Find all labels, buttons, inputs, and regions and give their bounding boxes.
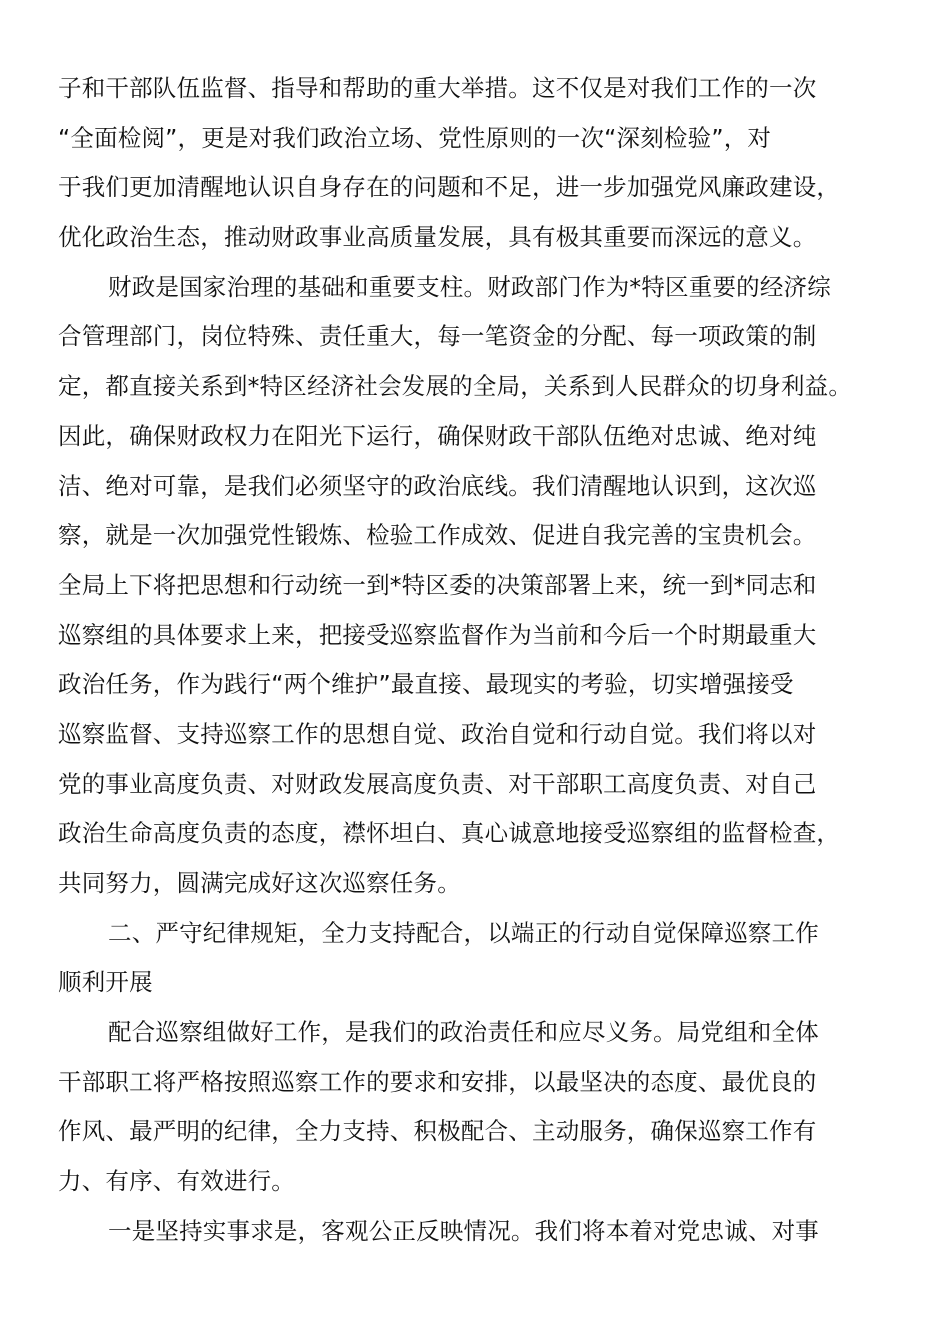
text-line: 洁、绝对可靠，是我们必须坚守的政治底线。我们清醒地认识到，这次巡 <box>58 471 817 500</box>
heading-line: 二、严守纪律规矩，全力支持配合，以端正的行动自觉保障巡察工作 <box>108 918 819 947</box>
text-line: 作风、最严明的纪律，全力支持、积极配合、主动服务，确保巡察工作有 <box>58 1117 817 1146</box>
paragraph-1 <box>58 64 888 263</box>
text-line: 巡察监督、支持巡察工作的思想自觉、政治自觉和行动自觉。我们将以对 <box>58 719 817 748</box>
text-line: 于我们更加清醒地认识自身存在的问题和不足，进一步加强党风廉政建设， <box>58 173 841 202</box>
text-line: 党的事业高度负责、对财政发展高度负责、对干部职工高度负责、对自己 <box>58 769 817 798</box>
text-line: 察，就是一次加强党性锻炼、检验工作成效、促进自我完善的宝贵机会。 <box>58 521 817 550</box>
text-line: 因此，确保财政权力在阳光下运行，确保财政干部队伍绝对忠诚、绝对纯 <box>58 421 817 450</box>
text-line: 配合巡察组做好工作，是我们的政治责任和应尽义务。局党组和全体 <box>108 1018 819 1047</box>
text-line: 定，都直接关系到*特区经济社会发展的全局，关系到人民群众的切身利益。 <box>58 372 853 401</box>
text-line: 政治生命高度负责的态度，襟怀坦白、真心诚意地接受巡察组的监督检查， <box>58 819 841 848</box>
text-line: 共同努力，圆满完成好这次巡察任务。 <box>58 869 461 897</box>
text-line: 政治任务，作为践行“两个维护”最直接、最现实的考验，切实增强接受 <box>58 670 794 699</box>
text-line: 全局上下将把思想和行动统一到*特区委的决策部署上来，统一到*同志和 <box>58 570 817 599</box>
text-line: 优化政治生态，推动财政事业高质量发展，具有极其重要而深远的意义。 <box>58 223 817 252</box>
paragraph-3 <box>58 1008 888 1207</box>
paragraph-2 <box>58 263 888 909</box>
text-line: 财政是国家治理的基础和重要支柱。财政部门作为*特区重要的经济综 <box>108 272 831 301</box>
document-body <box>58 64 888 1257</box>
section-heading <box>58 909 888 1008</box>
text-line: 巡察组的具体要求上来，把接受巡察监督作为当前和今后一个时期最重大 <box>58 620 817 649</box>
text-line: 合管理部门，岗位特殊、责任重大，每一笔资金的分配、每一项政策的制 <box>58 322 817 351</box>
text-line: 子和干部队伍监督、指导和帮助的重大举措。这不仅是对我们工作的一次 <box>58 74 817 102</box>
text-line: 一是坚持实事求是，客观公正反映情况。我们将本着对党忠诚、对事 <box>108 1216 819 1245</box>
text-line: 干部职工将严格按照巡察工作的要求和安排，以最坚决的态度、最优良的 <box>58 1067 817 1096</box>
text-line: “全面检阅”，更是对我们政治立场、党性原则的一次“深刻检验”，对 <box>58 123 772 152</box>
paragraph-4 <box>58 1207 888 1257</box>
heading-line: 顺利开展 <box>58 968 153 997</box>
text-line: 力、有序、有效进行。 <box>58 1167 295 1196</box>
